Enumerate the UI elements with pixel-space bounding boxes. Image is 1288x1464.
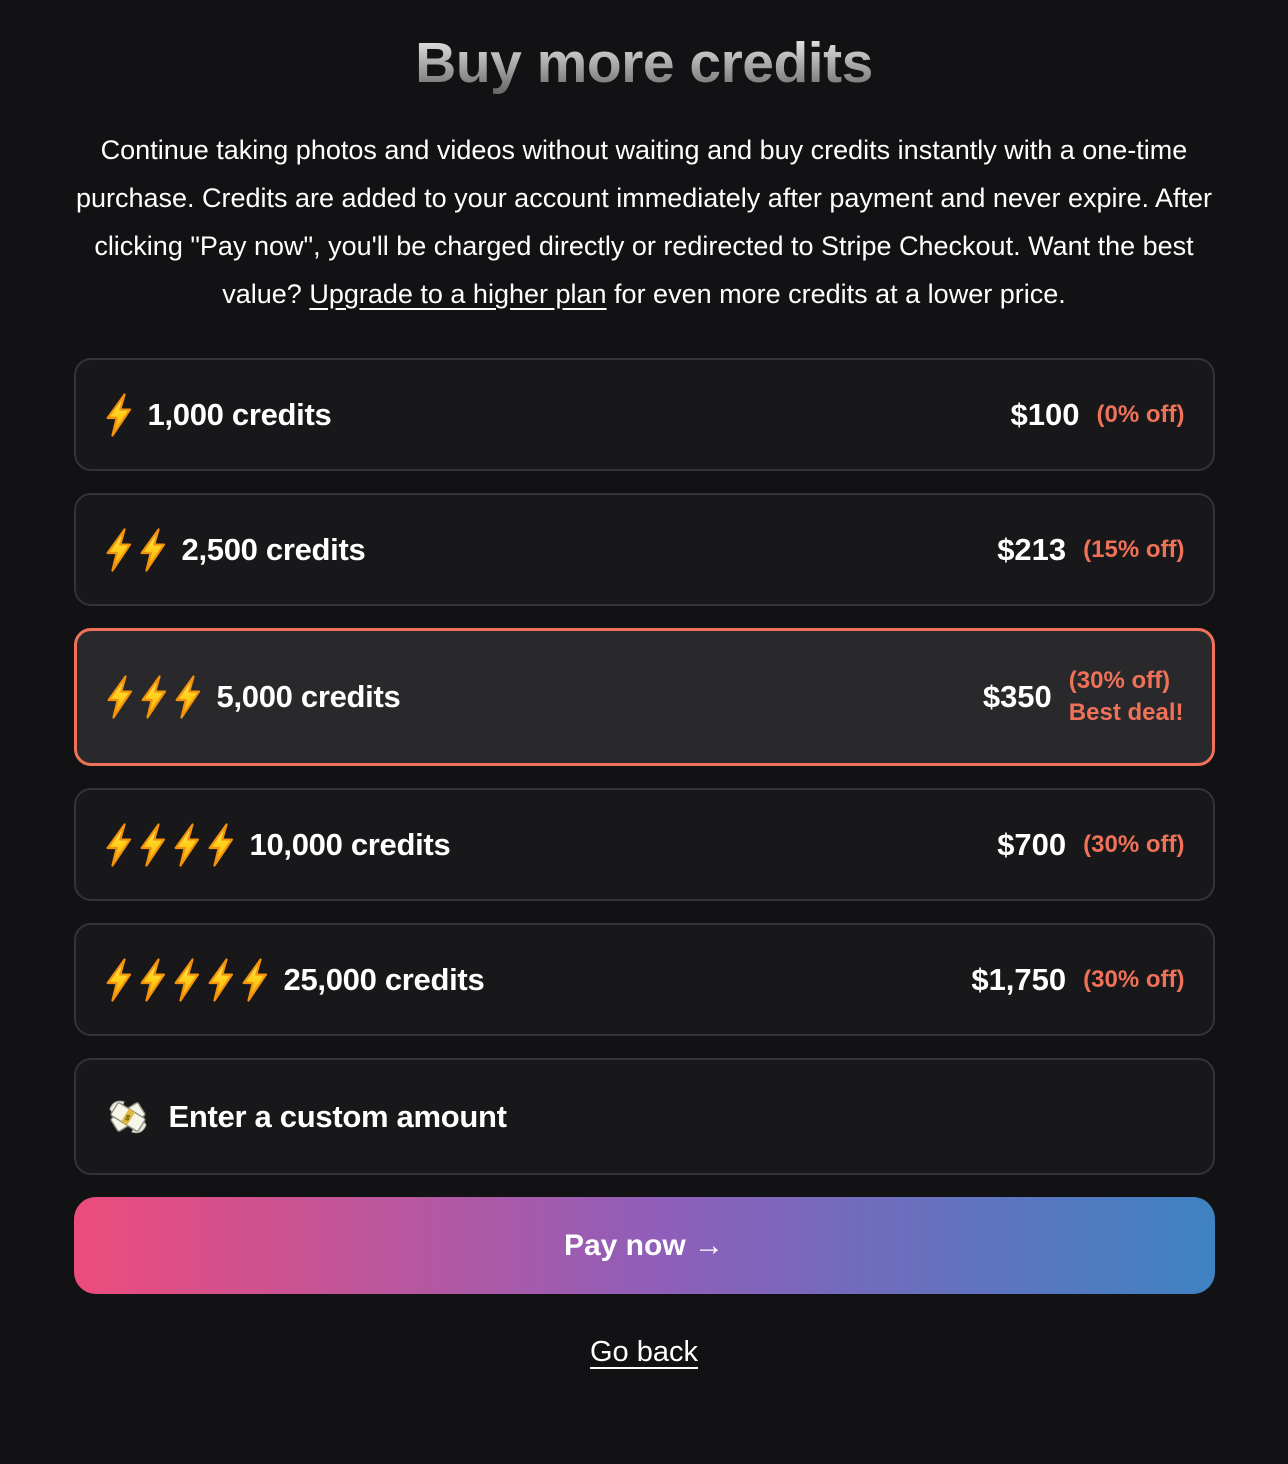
credit-options-list: [74, 358, 1215, 1175]
lightning-bolt-icon: [104, 956, 269, 1004]
description-text-1: Continue taking photos and videos without waiting and buy credits instantly with a one-time purchase. Credits are added to your account immediately after payment and never expire. After clicking "Pay now", you'll be charged directly or redirected to Stripe Checkout. Want the best value?: [75, 135, 1213, 309]
price-label: $700: [997, 826, 1067, 862]
credit-amount-label: 1,000 credits: [147, 396, 332, 432]
price-label: $1,750: [971, 961, 1067, 997]
lightning-bolt-icon: [104, 821, 235, 869]
discount-badge: (15% off): [1083, 535, 1185, 563]
credit-option-10000[interactable]: [74, 788, 1215, 901]
discount-badge: (0% off): [1096, 400, 1185, 428]
go-back-link[interactable]: Go back: [590, 1336, 698, 1368]
credit-amount-label: 25,000 credits: [283, 961, 485, 997]
price-label: $213: [997, 531, 1067, 567]
discount-badge: (30% off): [1083, 965, 1185, 993]
page-title: Buy more credits: [0, 30, 1288, 96]
credit-option-1000[interactable]: [74, 358, 1215, 471]
description-text-2: for even more credits at a lower price.: [606, 279, 1066, 309]
custom-amount-label: Enter a custom amount: [168, 1098, 507, 1134]
credit-option-5000-selected[interactable]: [74, 628, 1215, 766]
credit-option-25000[interactable]: [74, 923, 1215, 1036]
go-back-container: [0, 1336, 1288, 1369]
pay-now-button[interactable]: Pay now →: [74, 1197, 1215, 1294]
credit-amount-label: 2,500 credits: [181, 531, 366, 567]
discount-percent: (30% off): [1068, 667, 1171, 694]
money-with-wings-icon: [104, 1093, 152, 1141]
price-label: $350: [982, 679, 1052, 714]
custom-amount-option[interactable]: [74, 1058, 1215, 1175]
credit-option-2500[interactable]: [74, 493, 1215, 606]
svg-text:$: $: [122, 1112, 132, 1123]
lightning-bolt-icon: [104, 391, 133, 439]
credit-amount-label: 5,000 credits: [216, 679, 401, 714]
page-description: [64, 126, 1224, 318]
credit-amount-label: 10,000 credits: [249, 826, 451, 862]
best-deal-label: Best deal!: [1068, 699, 1184, 726]
price-label: $100: [1010, 396, 1080, 432]
discount-badge: [1069, 665, 1184, 729]
discount-badge: (30% off): [1083, 830, 1185, 858]
lightning-bolt-icon: [104, 526, 167, 574]
lightning-bolt-icon: [105, 673, 202, 721]
upgrade-plan-link[interactable]: Upgrade to a higher plan: [309, 279, 607, 309]
